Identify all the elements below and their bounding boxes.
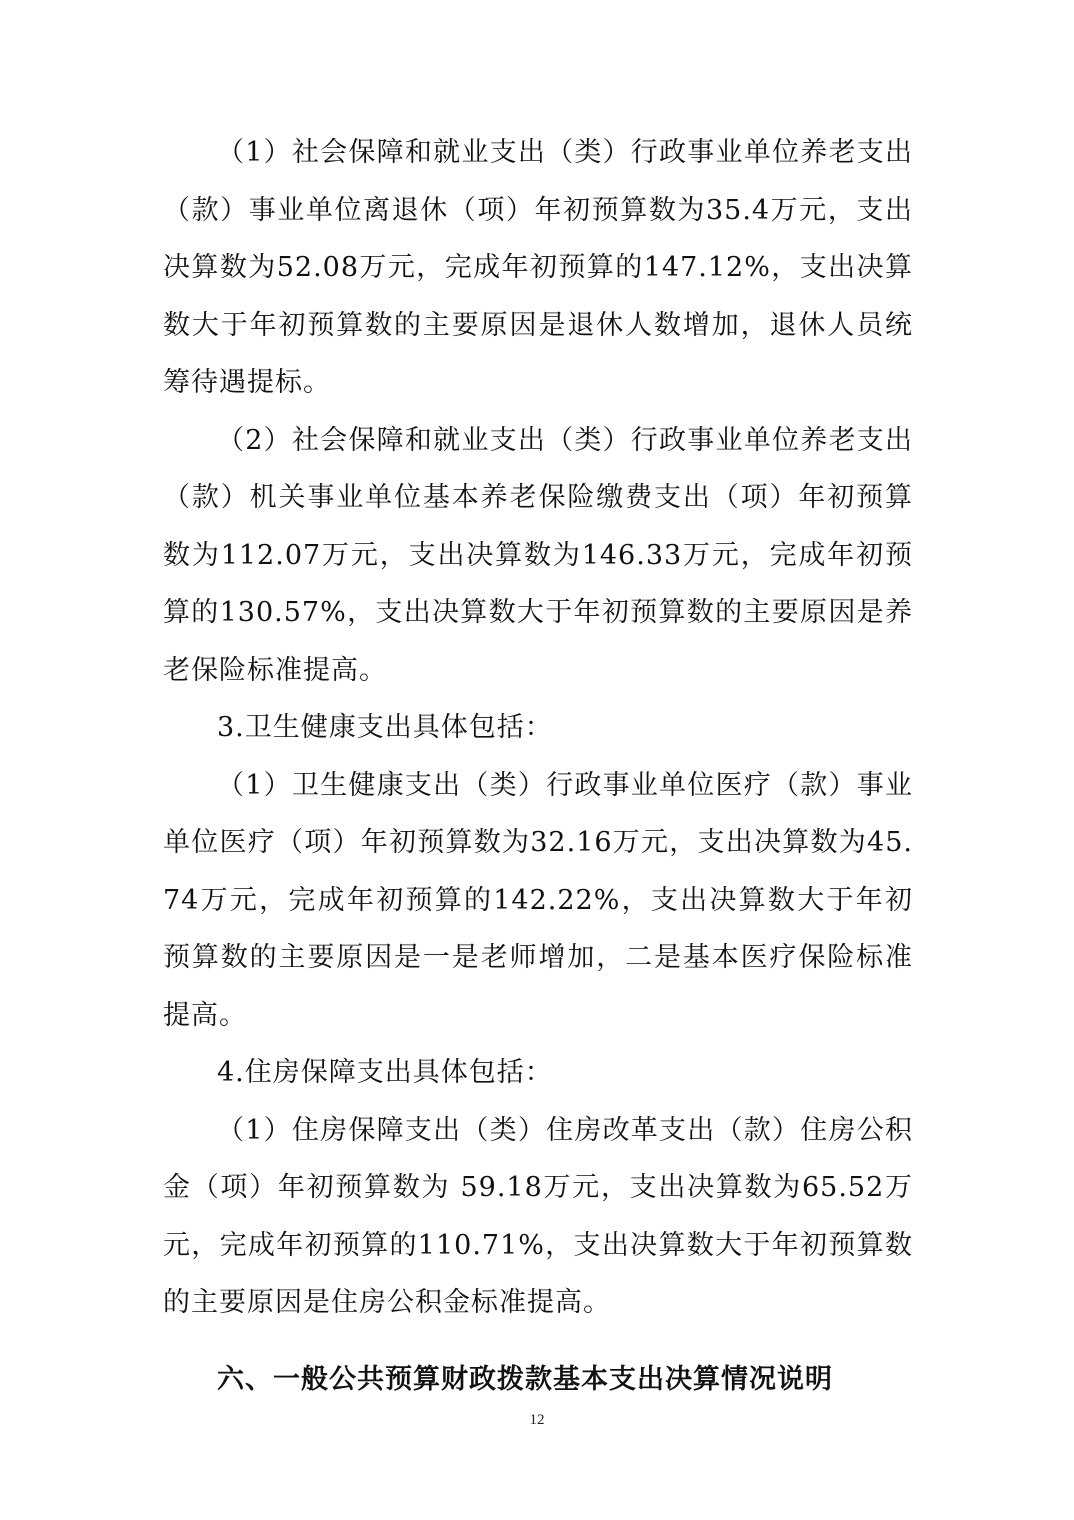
paragraph-social-security-retirement: （1）社会保障和就业支出（类）行政事业单位养老支出（款）事业单位离退休（项）年初预算数为35.4万元，支出决算数为52.08万元，完成年初预算的147.12%，支出决算数大于年初预算数的主要原因是退休人数增加，退休人员统筹待遇提标。: [163, 137, 913, 398]
paragraph-housing-fund: （1）住房保障支出（类）住房改革支出（款）住房公积金（项）年初预算数为 59.18万元，支出决算数为65.52万元，完成年初预算的110.71%，支出决算数大于年初预算数的主要原因是住房公积金标准提高。: [163, 1114, 913, 1318]
page-number: 12: [529, 1412, 545, 1428]
paragraph-housing-intro: 4.住房保障支出具体包括：: [217, 1057, 553, 1088]
paragraph-health-medical: （1）卫生健康支出（类）行政事业单位医疗（款）事业单位医疗（项）年初预算数为32.16万元，支出决算数为45.74万元，完成年初预算的142.22%，支出决算数大于年初预算数的主要原因是一是老师增加，二是基本医疗保险标准提高。: [163, 769, 913, 1031]
paragraph-social-security-pension-insurance: （2）社会保障和就业支出（类）行政事业单位养老支出（款）机关事业单位基本养老保险缴费支出（项）年初预算数为112.07万元，支出决算数为146.33万元，完成年初预算的130.57%，支出决算数大于年初预算数的主要原因是养老保险标准提高。: [163, 424, 913, 686]
section-heading: 六、一般公共预算财政拨款基本支出决算情况说明: [217, 1363, 833, 1395]
paragraph-health-intro: 3.卫生健康支出具体包括：: [217, 712, 553, 743]
document-body: [163, 124, 913, 1410]
